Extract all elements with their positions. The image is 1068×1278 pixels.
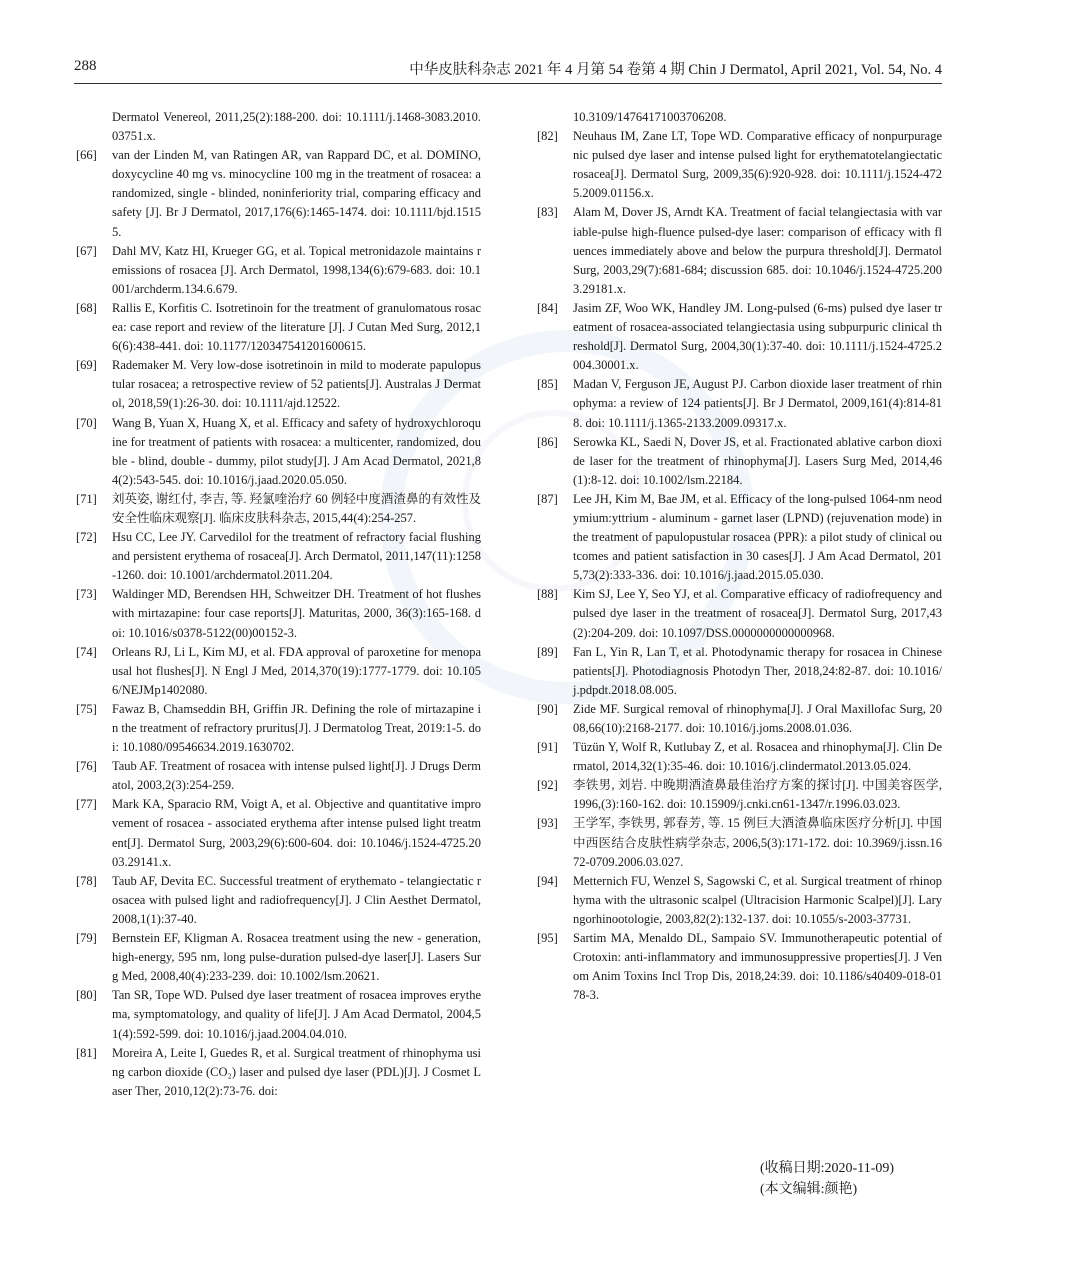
reference-number: [95] (537, 931, 558, 946)
reference-text: Serowka KL, Saedi N, Dover JS, et al. Fractionated ablative carbon dioxide laser for the treatment of rhinophyma[J]. Lasers Surg Med, 2014,46(1):8-12. doi: 10.1002/lsm.22184. (573, 434, 942, 487)
reference-text: Fan L, Yin R, Lan T, et al. Photodynamic therapy for rosacea in Chinese patients[J]. Photodiagnosis Photodyn Ther, 2018,24:82-87. doi: 10.1016/j.pdpdt.2018.08.005. (573, 644, 942, 697)
reference-text: Madan V, Ferguson JE, August PJ. Carbon dioxide laser treatment of rhinophyma: a review of 124 patients[J]. Br J Dermatol, 2009,161(4):814-818. doi: 10.1111/j.1365-2133.2009.09317.x. (573, 377, 942, 430)
reference-entry (76, 299, 481, 356)
reference-number: [83] (537, 205, 558, 220)
reference-text: Taub AF, Devita EC. Successful treatment of erythemato - telangiectatic rosacea with pulsed light and radiofrequency[J]. J Clin Aesthet Dermatol, 2008,1(1):37-40. (112, 873, 481, 926)
reference-text: 李铁男, 刘岩. 中晚期酒渣鼻最佳治疗方案的探讨[J]. 中国美容医学, 1996,(3):160-162. doi: 10.15909/j.cnki.cn61-1347/r.1996.03.023. (573, 778, 942, 812)
reference-number: [74] (76, 644, 97, 659)
references-left-column (76, 108, 481, 1101)
reference-entry (76, 356, 481, 413)
reference-text: Hsu CC, Lee JY. Carvedilol for the treatment of refractory facial flushing and persistent erythema of rosacea[J]. Arch Dermatol, 2011,147(11):1258-1260. doi: 10.1001/archdermatol.2011.204. (112, 530, 481, 583)
reference-text: Kim SJ, Lee Y, Seo YJ, et al. Comparative efficacy of radiofrequency and pulsed dye laser in the treatment of rosacea[J]. Dermatol Surg, 2017,43(2):204-209. doi: 10.1097/DSS.0000000000000968. (573, 587, 942, 640)
received-date: (收稿日期:2020-11-09) (760, 1161, 895, 1176)
reference-text: 王学军, 李铁男, 郭春芳, 等. 15 例巨大酒渣鼻临床医疗分析[J]. 中国中西医结合皮肤性病学杂志, 2006,5(3):171-172. doi: 10.3969/j.issn.1672-0709.2006.03.027. (573, 816, 942, 869)
reference-text: Sartim MA, Menaldo DL, Sampaio SV. Immunotherapeutic potential of Crotoxin: anti-inflammatory and immunosuppressive properties[J]. J Venom Anim Toxins Incl Trop Dis, 2018,24:39. doi: 10.1186/s40409-018-0178-3. (573, 931, 942, 1003)
reference-entry (537, 127, 942, 203)
reference-entry (537, 490, 942, 585)
reference-text: Wang B, Yuan X, Huang X, et al. Efficacy and safety of hydroxychloroquine for treatment of patients with rosacea: a multicenter, randomized, double - blind, double - dummy, pilot study[J]. J Am Acad Dermatol, 2021,84(2):543-545. doi: 10.1016/j.jaad.2020.05.050. (112, 415, 481, 487)
reference-text: Metternich FU, Wenzel S, Sagowski C, et al. Surgical treatment of rhinophyma with the ultrasonic scalpel (Ultracision Harmonic Scalpel)[J]. Laryngorhinootologie, 2003,82(2):132-137. doi: 10.1055/s-2003-37731. (573, 873, 942, 926)
reference-entry (76, 872, 481, 929)
reference-number: [73] (76, 587, 97, 602)
reference-entry (76, 585, 481, 642)
reference-text: Lee JH, Kim M, Bae JM, et al. Efficacy of the long-pulsed 1064-nm neodymium:yttrium - aluminum - garnet laser (LPND) (rejuvenation mode) in the treatment of papulopustular rosacea (PPR): a pilot study of clinical outcomes and patient satisfaction in 30 cases[J]. J Am Acad Dermatol, 2015,73(2):333-336. doi: 10.1016/j.jaad.2015.05.030. (573, 491, 942, 583)
reference-text: Bernstein EF, Kligman A. Rosacea treatment using the new - generation, high-energy, 595 nm, long pulse-duration pulsed-dye laser[J]. Lasers Surg Med, 2008,40(4):233-239. doi: 10.1002/lsm.20621. (112, 931, 481, 984)
reference-entry (537, 203, 942, 298)
reference-number: [93] (537, 816, 558, 831)
editor-note: (本文编辑:颜艳) (760, 1182, 858, 1197)
reference-entry (537, 929, 942, 1005)
reference-number: [76] (76, 759, 97, 774)
reference-number: [91] (537, 740, 558, 755)
reference-entry (76, 242, 481, 299)
reference-entry (76, 490, 481, 528)
reference-text: 10.3109/14764171003706208. (573, 110, 727, 124)
reference-entry (537, 299, 942, 375)
reference-entry (537, 108, 942, 127)
reference-number: [85] (537, 377, 558, 392)
reference-entry (537, 776, 942, 814)
reference-text: Dermatol Venereol, 2011,25(2):188-200. doi: 10.1111/j.1468-3083.2010.03751.x. (112, 110, 481, 144)
reference-entry (76, 1044, 481, 1101)
reference-number: [69] (76, 358, 97, 373)
reference-number: [86] (537, 434, 558, 449)
reference-entry (537, 375, 942, 432)
reference-entry (537, 585, 942, 642)
reference-number: [70] (76, 415, 97, 430)
article-footer (760, 1158, 894, 1200)
reference-number: [72] (76, 530, 97, 545)
reference-entry (76, 795, 481, 871)
reference-entry (537, 643, 942, 700)
reference-text: Dahl MV, Katz HI, Krueger GG, et al. Topical metronidazole maintains remissions of rosacea [J]. Arch Dermatol, 1998,134(6):679-683. doi: 10.1001/archderm.134.6.679. (112, 243, 481, 296)
reference-entry (537, 872, 942, 929)
reference-entry (537, 433, 942, 490)
reference-number: [81] (76, 1045, 97, 1060)
reference-number: [84] (537, 300, 558, 315)
reference-text: Tan SR, Tope WD. Pulsed dye laser treatment of rosacea improves erythema, symptomatology, and quality of life[J]. J Am Acad Dermatol, 2004,51(4):592-599. doi: 10.1016/j.jaad.2004.04.010. (112, 988, 481, 1041)
header-divider (74, 83, 942, 84)
reference-entry (76, 929, 481, 986)
reference-entry (76, 528, 481, 585)
reference-entry (76, 643, 481, 700)
reference-text: 刘英姿, 谢红付, 李吉, 等. 羟氯喹治疗 60 例轻中度酒渣鼻的有效性及安全性临床观察[J]. 临床皮肤科杂志, 2015,44(4):254-257. (112, 491, 481, 525)
reference-number: [82] (537, 129, 558, 144)
reference-text: Tüzün Y, Wolf R, Kutlubay Z, et al. Rosacea and rhinophyma[J]. Clin Dermatol, 2014,32(1):35-46. doi: 10.1016/j.clindermatol.2013.05.024. (573, 740, 942, 774)
reference-entry (76, 757, 481, 795)
reference-number: [87] (537, 491, 558, 506)
reference-number: [68] (76, 300, 97, 315)
reference-entry (537, 700, 942, 738)
reference-text: Orleans RJ, Li L, Kim MJ, et al. FDA approval of paroxetine for menopausal hot flushes[J]. N Engl J Med, 2014,370(19):1777-1779. doi: 10.1056/NEJMp1402080. (112, 644, 481, 697)
reference-text: Moreira A, Leite I, Guedes R, et al. Surgical treatment of rhinophyma using carbon dioxide (CO₂) laser and pulsed dye laser (PDL)[J]. J Cosmet Laser Ther, 2010,12(2):73-76. doi: (112, 1045, 481, 1098)
references-right-column (537, 108, 942, 1005)
reference-entry (76, 986, 481, 1043)
reference-entry (76, 414, 481, 490)
reference-text: Taub AF. Treatment of rosacea with intense pulsed light[J]. J Drugs Dermatol, 2003,2(3):254-259. (112, 759, 481, 793)
reference-entry (76, 700, 481, 757)
reference-number: [94] (537, 873, 558, 888)
page-number: 288 (74, 58, 97, 74)
reference-entry (76, 146, 481, 241)
reference-number: [79] (76, 931, 97, 946)
reference-text: Mark KA, Sparacio RM, Voigt A, et al. Objective and quantitative improvement of rosacea - associated erythema after intense pulsed light treatment[J]. Dermatol Surg, 2003,29(6):600-604. doi: 10.1046/j.1524-4725.2003.29141.x. (112, 797, 481, 869)
reference-number: [78] (76, 873, 97, 888)
reference-number: [66] (76, 148, 97, 163)
reference-number: [92] (537, 778, 558, 793)
reference-number: [90] (537, 701, 558, 716)
reference-text: van der Linden M, van Ratingen AR, van Rappard DC, et al. DOMINO, doxycycline 40 mg vs. minocycline 100 mg in the treatment of rosacea: a randomized, single - blinded, noninferiority trial, comparing efficacy and safety [J]. Br J Dermatol, 2017,176(6):1465-1474. doi: 10.1111/bjd.15155. (112, 148, 481, 239)
reference-text: Rallis E, Korfitis C. Isotretinoin for the treatment of granulomatous rosacea: case report and review of the literature [J]. J Cutan Med Surg, 2012,16(6):438-441. doi: 10.1177/120347541201600615. (112, 300, 481, 354)
reference-number: [89] (537, 644, 558, 659)
reference-number: [77] (76, 797, 97, 812)
reference-text: Neuhaus IM, Zane LT, Tope WD. Comparative efficacy of nonpurpuragenic pulsed dye laser and intense pulsed light for erythematotelangiectatic rosacea[J]. Dermatol Surg, 2009,35(6):920-928. doi: 10.1111/j.1524-4725.2009.01156.x. (573, 129, 942, 201)
reference-number: [75] (76, 701, 97, 716)
reference-text: Rademaker M. Very low-dose isotretinoin in mild to moderate papulopustular rosacea; a retrospective review of 52 patients[J]. Australas J Dermatol, 2018,59(1):26-30. doi: 10.1111/ajd.12522. (112, 358, 481, 411)
reference-entry (76, 108, 481, 146)
reference-text: Zide MF. Surgical removal of rhinophyma[J]. J Oral Maxillofac Surg, 2008,66(10):2168-2177. doi: 10.1016/j.joms.2008.01.036. (573, 701, 942, 735)
reference-number: [67] (76, 243, 97, 258)
reference-entry (537, 814, 942, 871)
reference-number: [88] (537, 587, 558, 602)
reference-text: Alam M, Dover JS, Arndt KA. Treatment of facial telangiectasia with variable-pulse high-fluence pulsed-dye laser: comparison of efficacy with fluences immediately above and below the purpura threshold[J]. Dermatol Surg, 2003,29(7):681-684; discussion 685. doi: 10.1046/j.1524-4725.2003.29181.x. (573, 205, 942, 296)
reference-text: Waldinger MD, Berendsen HH, Schweitzer DH. Treatment of hot flushes with mirtazapine: four case reports[J]. Maturitas, 2000, 36(3):165-168. doi: 10.1016/s0378-5122(00)00152-3. (112, 587, 481, 640)
reference-number: [80] (76, 988, 97, 1003)
running-header-journal: 中华皮肤科杂志 2021 年 4 月第 54 卷第 4 期 Chin J Dermatol, April 2021, Vol. 54, No. 4 (409, 62, 942, 78)
reference-text: Fawaz B, Chamseddin BH, Griffin JR. Defining the role of mirtazapine in the treatment of refractory pruritus[J]. J Dermatolog Treat, 2019:1-5. doi: 10.1080/09546634.2019.1630702. (112, 701, 482, 755)
reference-entry (537, 738, 942, 776)
reference-number: [71] (76, 491, 97, 506)
reference-text: Jasim ZF, Woo WK, Handley JM. Long-pulsed (6-ms) pulsed dye laser treatment of rosacea-associated telangiectasia using subpurpuric clinical threshold[J]. Dermatol Surg, 2004,30(1):37-40. doi: 10.1111/j.1524-4725.2004.30001.x. (573, 300, 942, 373)
